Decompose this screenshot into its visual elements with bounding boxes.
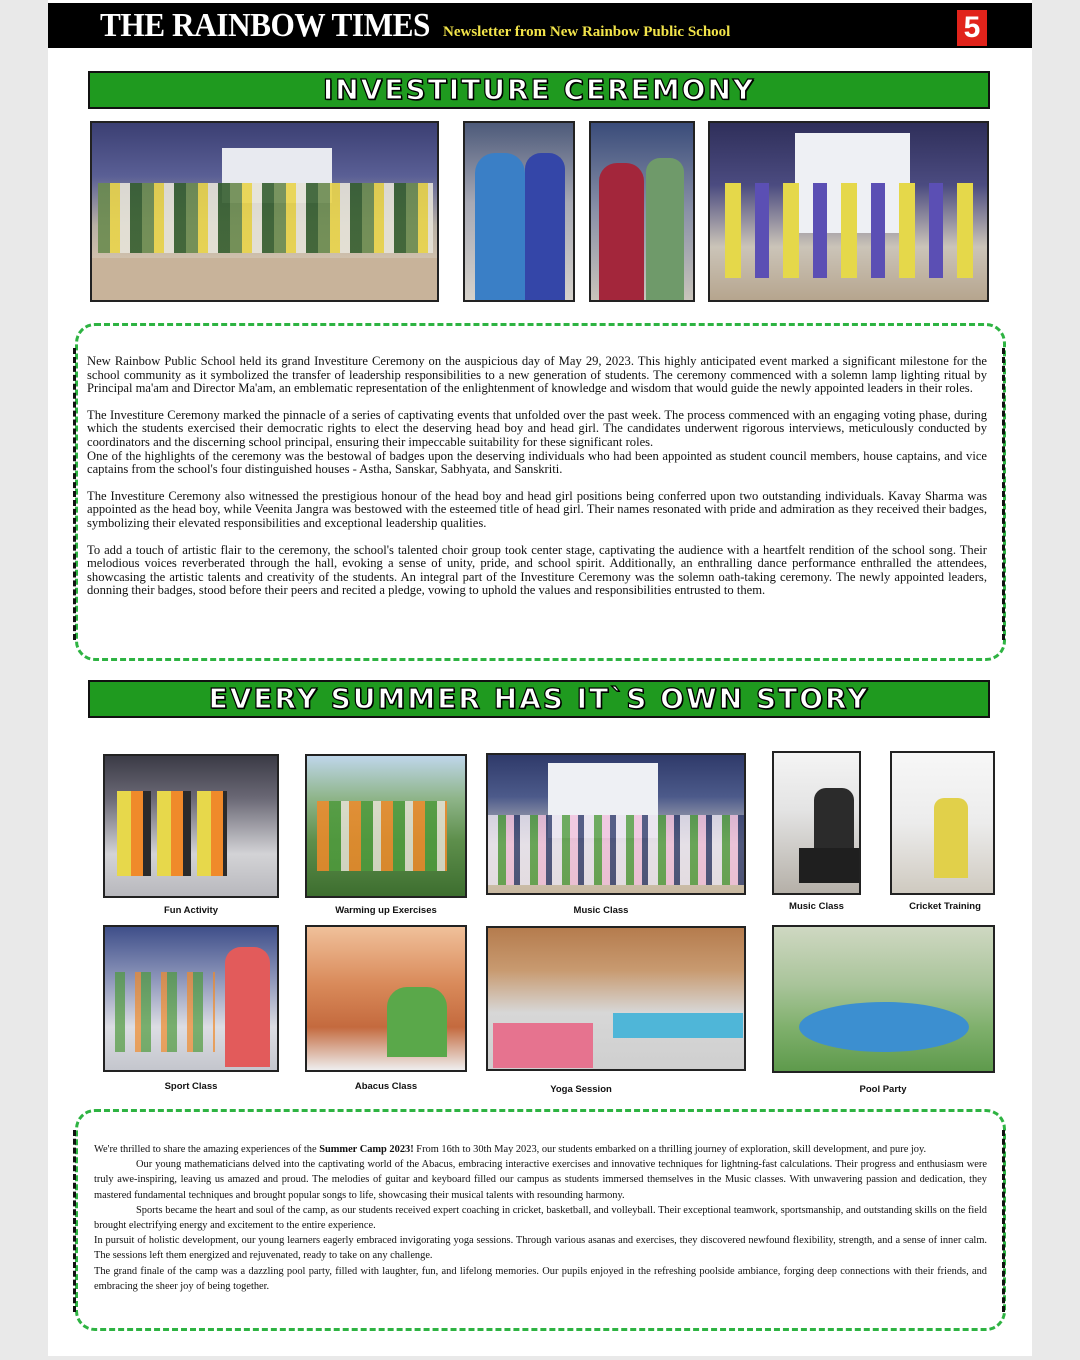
newsletter-title: THE RAINBOW TIMES: [100, 7, 430, 44]
article-paragraph: In pursuit of holistic development, our young learners eagerly embraced invigorating yoga sessions. Through various asanas and exercises, they discovered newfound flexibility, strength, and a sense of inner calm. The sessions left them energized and rejuvenated, ready to take on any challenge.: [94, 1235, 987, 1262]
caption-music-class-2: Music Class: [789, 901, 844, 912]
intro-bold: Summer Camp 2023!: [319, 1144, 414, 1155]
article-paragraph: One of the highlights of the ceremony was the bestowal of badges upon the deserving individuals who had been appointed as student council members, house captains, and vice captains from the school's four distinguished houses - Astha, Sanskar, Sabhyata, and Sanskriti.: [87, 448, 987, 477]
article-box-left-rule: [73, 1130, 76, 1312]
caption-yoga-session: Yoga Session: [550, 1084, 612, 1095]
photo-badge-pinning-head-boy: [589, 121, 695, 302]
article-paragraph: To add a touch of artistic flair to the ceremony, the school's talented choir group took center stage, captivating the audience with a heartfelt rendition of the school song. Their melodious voices reverberated through the hall, evoking a sense of unity, pride, and school spirit. Additionally, an enthralling dance performance enthralled the attendees, showcasing the artistic talents and creativity of the students. An integral part of the Investiture Ceremony was the solemn oath-taking ceremony. The newly appointed leaders, donning their badges, stood before their peers and recited a pledge, vowing to uphold the values and responsibilities entrusted to them.: [87, 542, 987, 598]
masthead: [48, 3, 1032, 48]
summer-camp-article: [94, 1142, 987, 1294]
caption-cricket-training: Cricket Training: [909, 901, 981, 912]
caption-abacus-class: Abacus Class: [354, 1081, 418, 1092]
article-paragraph: The grand finale of the camp was a dazzling pool party, filled with laughter, fun, and lifelong memories. Our pupils enjoyed in the refreshing poolside ambiance, forging deep connections with their friends, and embracing the sheer joy of being together.: [94, 1265, 987, 1292]
caption-fun-activity: Fun Activity: [163, 905, 218, 916]
caption-warming-up: Warming up Exercises: [335, 905, 437, 916]
article-paragraph: New Rainbow Public School held its grand Investiture Ceremony on the auspicious day of May 29, 2023. This highly anticipated event marked a significant milestone for the school community as it symbolized the transfer of leadership responsibilities to a new generation of students. The ceremony commenced with a solemn lamp lighting ritual by Principal ma'am and Director Ma'am, an emblematic representation of the enlightenment of knowledge and wisdom that would guide the newly appointed leaders in their roles.: [87, 354, 987, 396]
caption-music-class: Music Class: [573, 905, 629, 916]
section-heading: EVERY SUMMER HAS IT`S OWN STORY: [208, 682, 870, 715]
intro-text: We're thrilled to share the amazing experiences of the: [94, 1144, 320, 1155]
photo-warming-up-exercises: [305, 754, 467, 898]
article-intro: [94, 1142, 987, 1157]
article-paragraph: Sports became the heart and soul of the camp, as our students received expert coaching in cricket, basketball, and volleyball. Their exceptional teamwork, sportsmanship, and outstanding skills on the field brought electrifying energy and excitement to the entire experience.: [94, 1204, 987, 1232]
photo-house-captains-flags: [708, 121, 989, 302]
photo-sport-class: [103, 925, 279, 1072]
article-box-right-rule: [1002, 1130, 1005, 1312]
photo-abacus-class: [305, 925, 467, 1072]
photo-investiture-group-stage: [90, 121, 439, 302]
section-banner-investiture: [88, 71, 990, 109]
photo-pool-party: [772, 925, 995, 1073]
page-number-badge: 5: [957, 10, 987, 46]
article-box-left-rule: [73, 348, 76, 640]
photo-badge-pinning-head-girl: [463, 121, 575, 302]
caption-sport-class: Sport Class: [164, 1081, 218, 1092]
article-box-right-rule: [1002, 348, 1005, 640]
photo-music-class-keyboard: [772, 751, 861, 895]
photo-music-class-balloons: [486, 753, 746, 895]
newsletter-page: [48, 0, 1032, 1356]
section-heading: INVESTITURE CEREMONY: [322, 73, 756, 106]
article-paragraph: The Investiture Ceremony marked the pinnacle of a series of captivating events that unfolded over the past week. The process commenced with an engaging voting phase, during which the students exercised their democratic rights to elect the deserving head boy and head girl. The candidates underwent rigorous interviews, meticulously conducted by coordinators and the discerning school principal, ensuring their impeccable suitability for these significant roles.: [87, 407, 987, 449]
caption-pool-party: Pool Party: [859, 1084, 907, 1095]
photo-yoga-session: [486, 926, 746, 1071]
photo-cricket-training: [890, 751, 995, 895]
investiture-article: [87, 355, 987, 611]
article-paragraph: The Investiture Ceremony also witnessed the prestigious honour of the head boy and head girl positions being conferred upon two outstanding individuals. Kavay Sharma was appointed as the head boy, while Veenita Jangra was bestowed with the esteemed title of head girl. Their names resonated with pride and admiration as they received their badges, symbolizing their elevated responsibilities and exceptional leadership qualities.: [87, 488, 987, 530]
article-paragraph: Our young mathematicians delved into the captivating world of the Abacus, embracing interactive exercises and innovative techniques for lightning-fast calculations. Their progress and enthusiasm were truly awe-inspiring, leaving us amazed and proud. The melodies of guitar and keyboard filled our campus as students immersed themselves in the Music classes. With unwavering passion and dedication, they mastered fundamental techniques and brought popular songs to life, showcasing their musical talents with resounding harmony.: [94, 1159, 987, 1201]
section-banner-summer: [88, 680, 990, 718]
photo-fun-activity: [103, 754, 279, 898]
intro-text-rest: From 16th to 30th May 2023, our students embarked on a thrilling journey of exploration, skill development, and pure joy.: [413, 1144, 927, 1155]
newsletter-subtitle: Newsletter from New Rainbow Public School: [443, 24, 731, 40]
